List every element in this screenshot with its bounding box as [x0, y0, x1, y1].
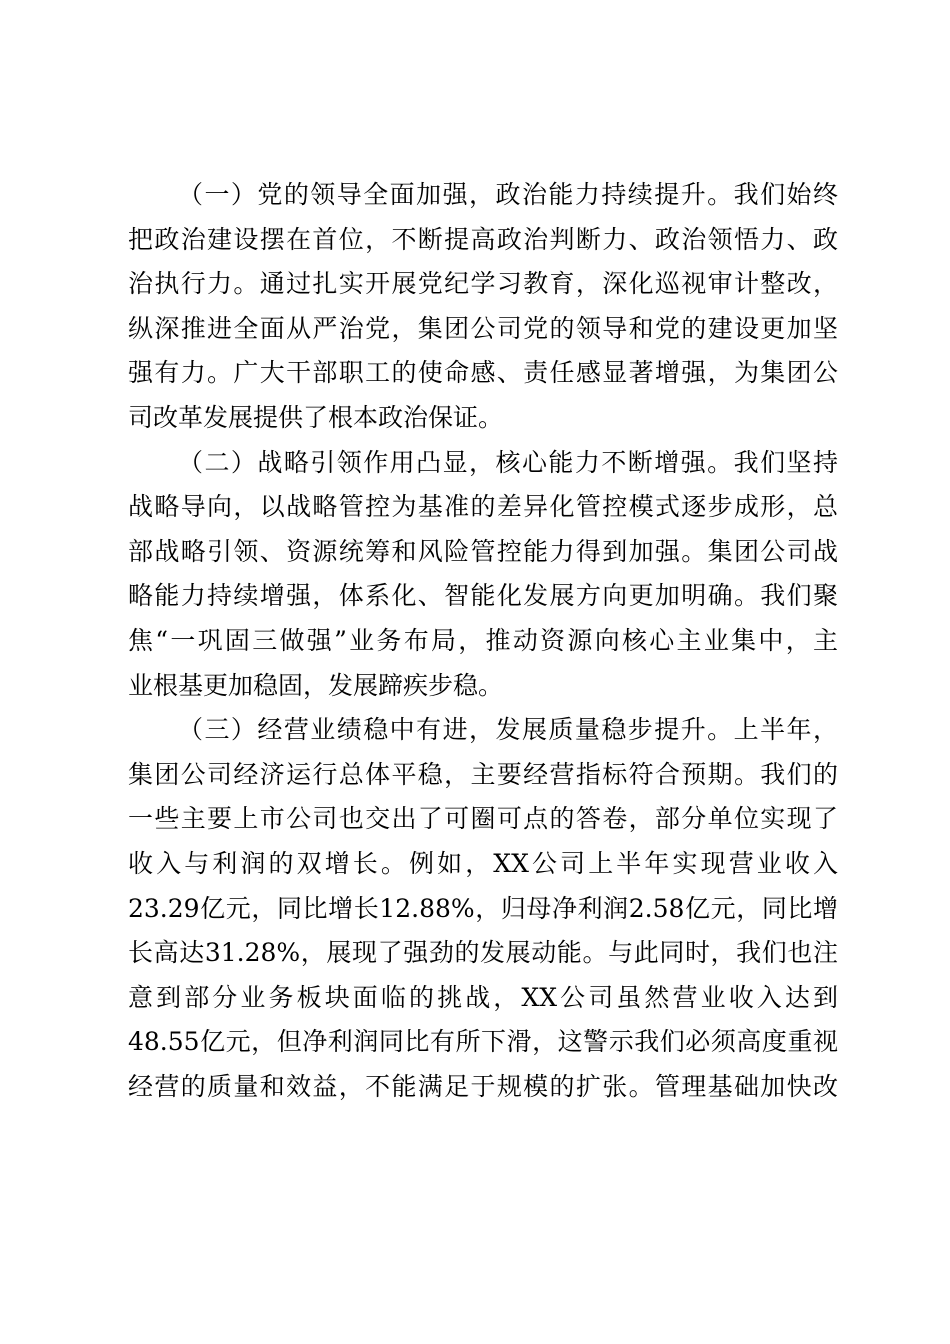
text-line: 纵深推进全面从严治党，集团公司党的领导和党的建设更加坚 [128, 313, 838, 343]
text-line: （三）经营业绩稳中有进，发展质量稳步提升。上半年， [178, 715, 838, 745]
text-line: 收入与利润的双增长。例如，XX公司上半年实现营业收入 [128, 848, 838, 878]
text-line: 长高达31.28%，展现了强劲的发展动能。与此同时，我们也注 [128, 938, 838, 968]
text-line: 意到部分业务板块面临的挑战，XX公司虽然营业收入达到 [128, 982, 838, 1012]
text-line: 集团公司经济运行总体平稳，主要经营指标符合预期。我们的 [128, 759, 838, 789]
text-line: 一些主要上市公司也交出了可圈可点的答卷，部分单位实现了 [128, 804, 838, 834]
text-line: 经营的质量和效益，不能满足于规模的扩张。管理基础加快改 [128, 1071, 838, 1101]
paragraph-party-leadership [128, 173, 838, 441]
text-line: 强有力。广大干部职工的使命感、责任感显著增强，为集团公 [128, 358, 838, 388]
text-line: 23.29亿元，同比增长12.88%，归母净利润2.58亿元，同比增 [128, 893, 838, 923]
text-line: （二）战略引领作用凸显，核心能力不断增强。我们坚持 [178, 447, 838, 477]
text-line: （一）党的领导全面加强，政治能力持续提升。我们始终 [178, 180, 838, 209]
text-line: 略能力持续增强，体系化、智能化发展方向更加明确。我们聚 [128, 581, 838, 611]
text-line: 战略导向，以战略管控为基准的差异化管控模式逐步成形，总 [128, 492, 838, 522]
text-line: 司改革发展提供了根本政治保证。 [128, 402, 504, 432]
text-line: 焦“一巩固三做强”业务布局，推动资源向核心主业集中，主 [128, 625, 838, 655]
text-line: 业根基更加稳固，发展蹄疾步稳。 [128, 670, 504, 700]
text-line: 48.55亿元，但净利润同比有所下滑，这警示我们必须高度重视 [128, 1027, 838, 1057]
text-line: 治执行力。通过扎实开展党纪学习教育，深化巡视审计整改， [128, 269, 838, 299]
document-body [128, 173, 838, 1109]
text-line: 部战略引领、资源统筹和风险管控能力得到加强。集团公司战 [128, 536, 838, 566]
paragraph-strategy [128, 441, 838, 709]
text-line: 把政治建设摆在首位，不断提高政治判断力、政治领悟力、政 [128, 224, 838, 254]
paragraph-performance [128, 708, 838, 1109]
